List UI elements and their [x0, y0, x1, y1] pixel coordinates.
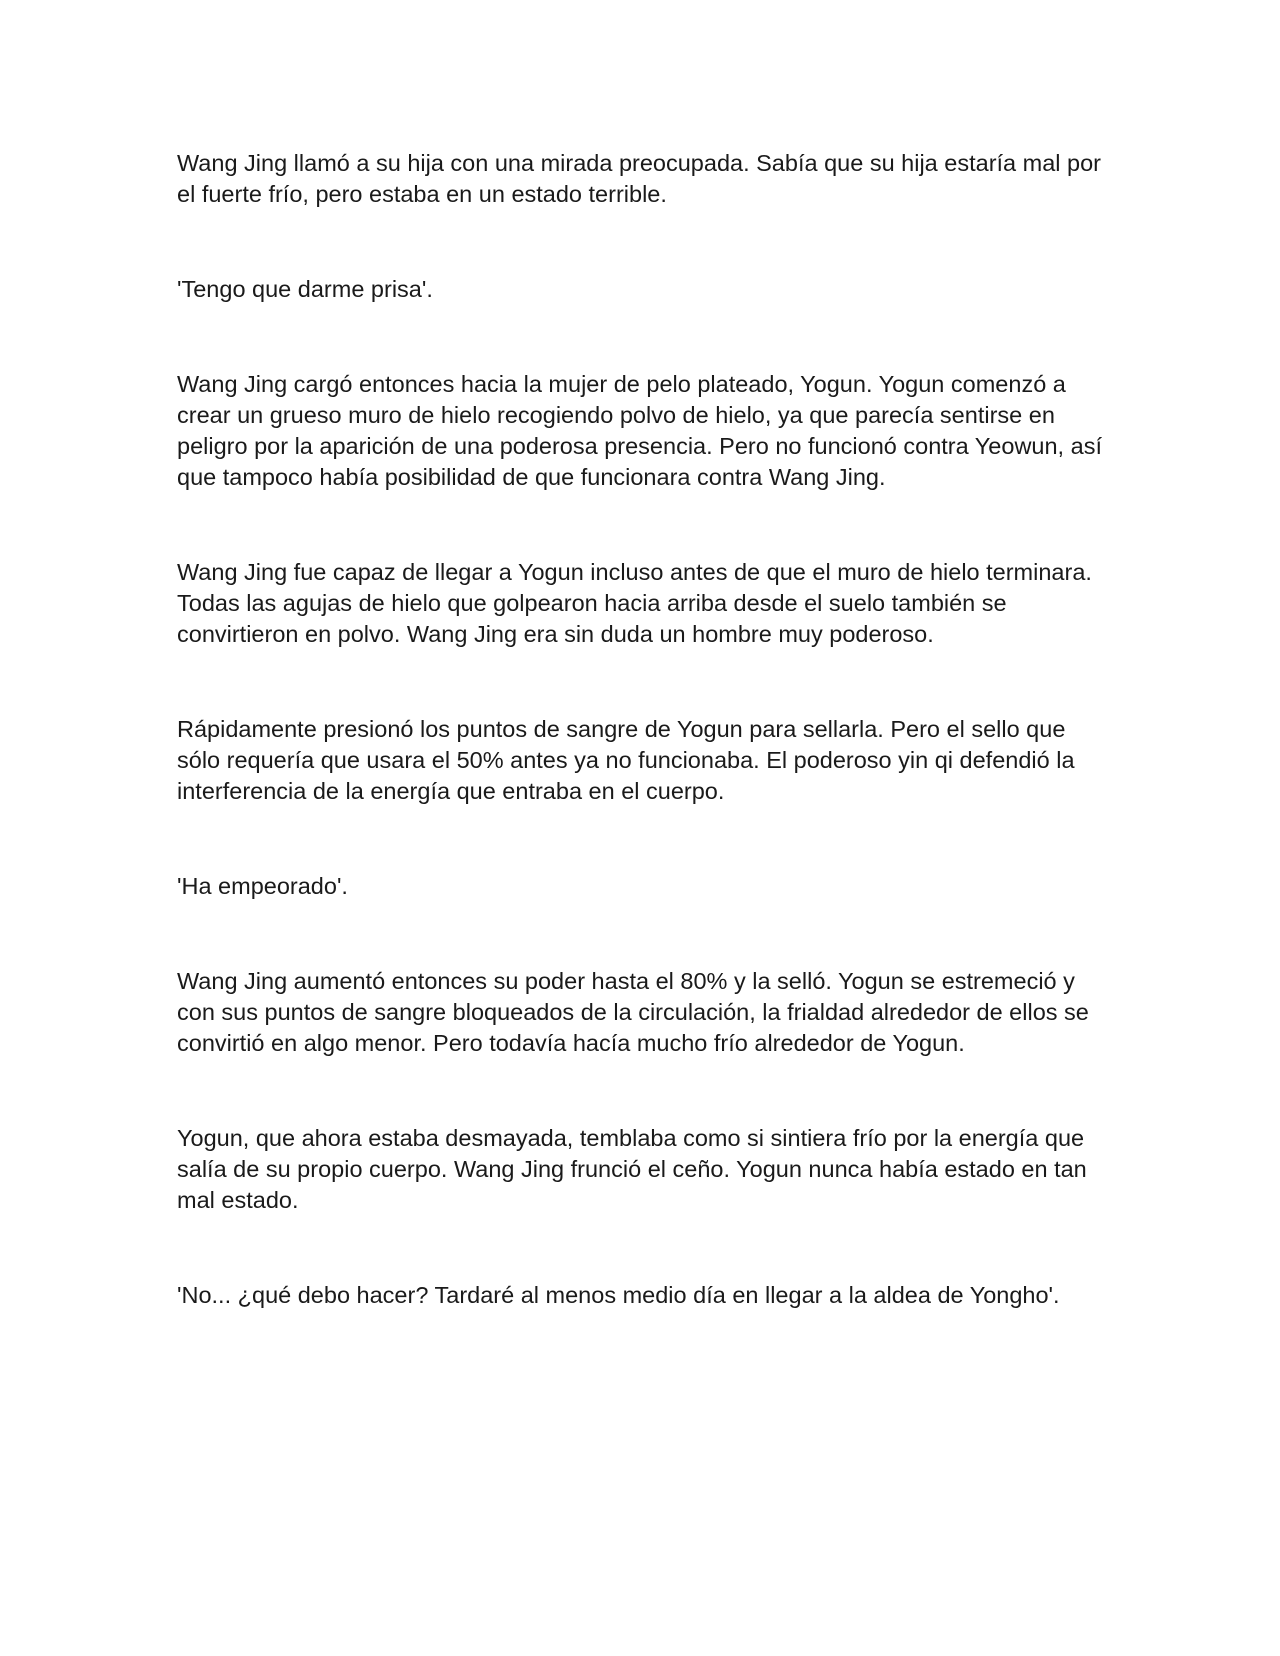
paragraph: 'Tengo que darme prisa'.	[177, 276, 433, 302]
paragraph: Yogun, que ahora estaba desmayada, temblaba como si sintiera frío por la energía que salía de su propio cuerpo. Wang Jing frunció el ceño. Yogun nunca había estado en tan mal estado.	[177, 1125, 1087, 1213]
paragraph: Rápidamente presionó los puntos de sangre de Yogun para sellarla. Pero el sello que sólo requería que usara el 50% antes ya no funcionaba. El poderoso yin qi defendió la interferencia de la energía que entraba en el cuerpo.	[177, 716, 1075, 804]
paragraph: Wang Jing aumentó entonces su poder hasta el 80% y la selló. Yogun se estremeció y con sus puntos de sangre bloqueados de la circulación, la frialdad alrededor de ellos se convirtió en algo menor. Pero todavía hacía mucho frío alrededor de Yogun.	[177, 968, 1089, 1056]
paragraph: 'No... ¿qué debo hacer? Tardaré al menos medio día en llegar a la aldea de Yongho'.	[177, 1282, 1060, 1308]
paragraph: Wang Jing cargó entonces hacia la mujer de pelo plateado, Yogun. Yogun comenzó a crear un grueso muro de hielo recogiendo polvo de hielo, ya que parecía sentirse en peligro por la aparición de una poderosa presencia. Pero no funcionó contra Yeowun, así que tampoco había posibilidad de que funcionara contra Wang Jing.	[177, 371, 1102, 490]
document-body	[177, 148, 1107, 1375]
paragraph: 'Ha empeorado'.	[177, 873, 348, 899]
paragraph: Wang Jing llamó a su hija con una mirada preocupada. Sabía que su hija estaría mal por el fuerte frío, pero estaba en un estado terrible.	[177, 150, 1102, 207]
paragraph: Wang Jing fue capaz de llegar a Yogun incluso antes de que el muro de hielo terminara. Todas las agujas de hielo que golpearon hacia arriba desde el suelo también se convirtieron en polvo. Wang Jing era sin duda un hombre muy poderoso.	[177, 559, 1092, 647]
